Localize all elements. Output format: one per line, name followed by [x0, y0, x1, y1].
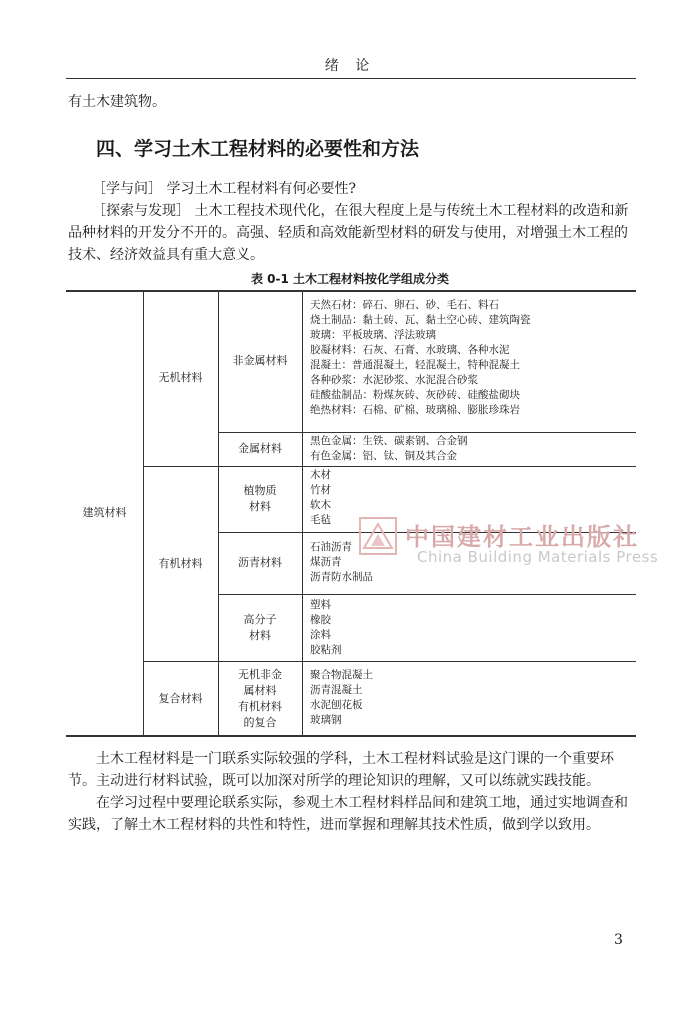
- paragraph-closing-2: 在学习过程中要理论联系实际，参观土木工程材料样品间和建筑工地，通过实地调查和实践，了解土木工程材料的共性和特性，进而掌握和理解其技术性质，做到学以致用。: [68, 795, 628, 833]
- cell-sub-composite: [218, 661, 302, 736]
- list-item: 玻璃：平板玻璃、浮法玻璃: [310, 329, 436, 341]
- items-composite: [310, 668, 636, 728]
- explore-tag: ［探索与发现］: [92, 203, 190, 219]
- cell-root: 建筑材料: [82, 506, 127, 519]
- list-item: 沥青防水制品: [310, 571, 373, 583]
- running-header: 绪 论: [324, 58, 376, 74]
- paragraph-closing-1: 土木工程材料是一门联系实际较强的学科，土木工程材料试验是这门课的一个重要环节。主动进行材料试验，既可以加深对所学的理论知识的理解，又可以练就实践技能。: [68, 751, 614, 789]
- sub-comp-line-4: 的复合: [243, 715, 277, 729]
- list-item: 石油沥青: [310, 541, 352, 553]
- cell-sub-metal: 金属材料: [238, 442, 282, 455]
- paragraph-continuation: 有土木建筑物。: [68, 94, 166, 110]
- sub-comp-line-2: 属材料: [243, 683, 277, 697]
- vrule-3: [302, 290, 303, 736]
- watermark-english: China Building Materials Press: [417, 548, 659, 566]
- list-item: 绝热材料：石棉、矿棉、玻璃棉、膨胀珍珠岩: [310, 404, 520, 416]
- explore-text: 土木工程技术现代化，在很大程度上是与传统土木工程材料的改造和新品种材料的开发分不开的。高强、轻质和高效能新型材料的研发与使用，对增强土木工程的技术、经济效益具有重大意义。: [68, 203, 629, 263]
- list-item: 塑料: [310, 599, 331, 611]
- cell-sub-nonmetal: 非金属材料: [232, 354, 288, 367]
- sub-comp-line-1: 无机非金: [238, 667, 282, 681]
- list-item: 毛毡: [310, 514, 331, 526]
- list-item: 橡胶: [310, 614, 331, 626]
- sub-polymer-line-2: 材料: [249, 628, 271, 642]
- list-item: 胶粘剂: [310, 644, 342, 656]
- study-question-tag: ［学与问］: [92, 181, 162, 197]
- list-item: 黑色金属：生铁、碳素钢、合金钢: [310, 435, 468, 447]
- list-item: 玻璃钢: [310, 714, 342, 726]
- cell-sub-asphalt: 沥青材料: [238, 556, 282, 569]
- list-item: 混凝土：普通混凝土，轻混凝土，特种混凝土: [310, 359, 520, 371]
- list-item: 煤沥青: [310, 556, 342, 568]
- list-item: 各种砂浆：水泥砂浆、水泥混合砂浆: [310, 374, 478, 386]
- items-nonmetal: [310, 298, 636, 418]
- cell-group-organic: 有机材料: [158, 556, 203, 570]
- sub-polymer-line-1: 高分子: [243, 612, 277, 626]
- list-item: 水泥刨花板: [310, 699, 363, 711]
- table-caption: 表 0-1 土木工程材料按化学组成分类: [250, 272, 450, 286]
- list-item: 竹材: [310, 484, 331, 496]
- list-item: 木材: [310, 469, 331, 481]
- cell-sub-polymer: [218, 594, 302, 661]
- list-item: 有色金属：铝、钛、铜及其合金: [310, 450, 457, 462]
- sub-comp-line-3: 有机材料: [238, 699, 282, 713]
- list-item: 聚合物混凝土: [310, 669, 373, 681]
- study-question-text: 学习土木工程材料有何必要性?: [166, 181, 356, 197]
- watermark-chinese: 中国建材工业出版社: [405, 522, 639, 551]
- list-item: 烧土制品：黏土砖、瓦、黏土空心砖、建筑陶瓷: [310, 314, 531, 326]
- items-polymer: [310, 598, 636, 658]
- list-item: 软木: [310, 499, 331, 511]
- cell-group-composite: 复合材料: [158, 691, 203, 705]
- page-number: 3: [614, 932, 623, 948]
- list-item: 胶凝材料：石灰、石膏、水玻璃、各种水泥: [310, 344, 510, 356]
- sub-plant-line-1: 植物质: [243, 484, 277, 497]
- list-item: 天然石材：碎石、卵石、砂、毛石、料石: [310, 299, 499, 311]
- cell-group-inorganic: 无机材料: [158, 371, 203, 384]
- sub-plant-line-2: 材料: [249, 500, 271, 513]
- section-heading: 四、学习土木工程材料的必要性和方法: [96, 138, 420, 160]
- list-item: 沥青混凝土: [310, 684, 363, 696]
- items-metal: [310, 434, 636, 464]
- list-item: 涂料: [310, 629, 331, 641]
- list-item: 硅酸盐制品：粉煤灰砖、灰砂砖、硅酸盐砌块: [310, 389, 520, 401]
- cell-sub-plant: [218, 466, 302, 532]
- watermark-logo-icon: [358, 516, 398, 556]
